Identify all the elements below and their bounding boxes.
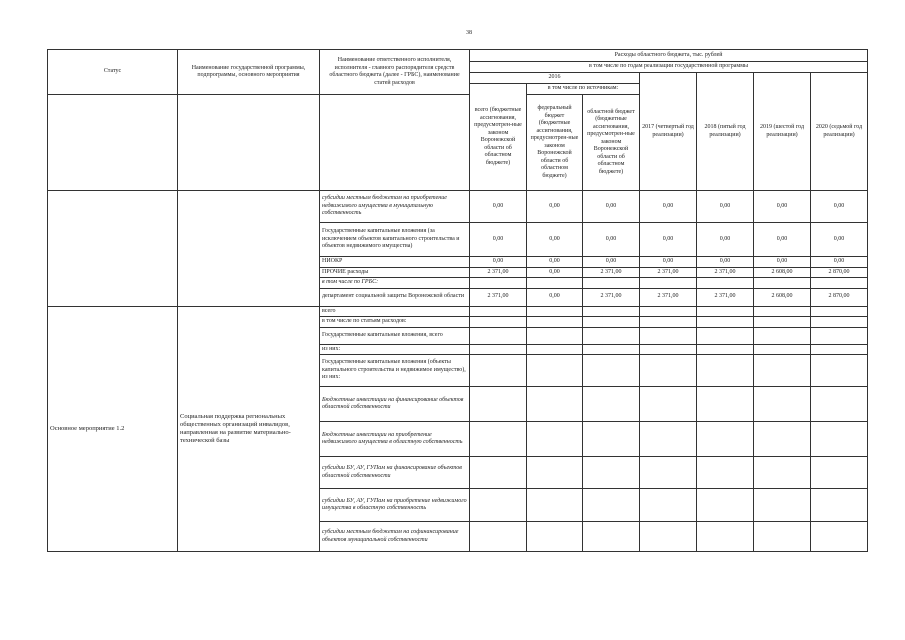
empty-cell [470,327,527,344]
row-value: 0,00 [527,288,583,306]
row-label: в том числе по ГРБС: [320,278,470,289]
row-value: 0,00 [470,257,527,268]
row-value: 0,00 [527,223,583,257]
event-name: Социальная поддержка региональных общественных организаций инвалидов, направленная на развитие материально-технической базы [178,306,320,552]
empty-cell [811,317,868,328]
empty-cell [583,306,640,317]
header-status: Статус [48,50,178,95]
row-value [470,278,527,289]
row-value: 2 608,00 [754,267,811,278]
row-value: 0,00 [470,223,527,257]
empty-cell [811,489,868,522]
row-label: субсидии местным бюджетам на софинансирование объектов муниципальной собственности [320,522,470,552]
row-value: 2 371,00 [640,267,697,278]
empty-cell [470,457,527,489]
header-program: Наименование государственной программы, подпрограммы, основного мероприятия [178,50,320,95]
row-label: Государственные капитальные вложения (объекты капитального строительства и недвижимое имущество), из них: [320,355,470,387]
row-label: субсидии БУ, АУ, ГУПам на финансирование объектов областной собственности [320,457,470,489]
row-value [811,278,868,289]
row-value: 2 371,00 [470,288,527,306]
row-label: Государственные капитальные вложения, всего [320,327,470,344]
empty-cell [527,317,583,328]
row-value: 0,00 [640,223,697,257]
empty-cell [640,355,697,387]
empty-cell [583,489,640,522]
row-value: 0,00 [811,223,868,257]
empty-cell [470,489,527,522]
header-by-sources: в том числе по источникам: [527,84,640,95]
table-row [48,306,868,317]
row-label: субсидии местным бюджетам на приобретение недвижимого имущества в муниципальную собственность [320,191,470,223]
empty-cell [527,344,583,355]
header-by-years: в том числе по годам реализации государственной программы [470,62,868,73]
row-value: 0,00 [754,257,811,268]
row-label: Бюджетные инвестиции на финансирование объектов областной собственности [320,387,470,422]
row-value: 0,00 [754,191,811,223]
empty-cell [583,355,640,387]
empty-cell [811,306,868,317]
row-value [640,278,697,289]
row-value: 0,00 [527,267,583,278]
table-row [48,267,868,278]
row-label: НИОКР [320,257,470,268]
table-row [48,257,868,268]
row-value: 0,00 [583,223,640,257]
row-value: 2 371,00 [470,267,527,278]
row-value: 0,00 [697,223,754,257]
empty-cell [811,522,868,552]
header-total: всего (бюджетные ассигнования, предусмотрен-ные законом Воронежской области об областном бюджете) [470,84,527,191]
row-value: 0,00 [583,257,640,268]
row-label: в том числе по статьям расходов: [320,317,470,328]
empty-cell [583,327,640,344]
row-label: Бюджетные инвестиции на приобретение недвижимого имущества в областную собственность [320,422,470,457]
empty-cell [583,387,640,422]
event-status: Основное мероприятие 1.2 [48,306,178,552]
header-2019: 2019 (шестой год реализации) [754,73,811,191]
empty-cell [583,317,640,328]
row-value: 0,00 [697,191,754,223]
budget-table [47,49,868,552]
empty-cell [811,422,868,457]
table-row [48,223,868,257]
empty-cell [640,489,697,522]
empty-cell [640,457,697,489]
empty-cell [583,422,640,457]
row-value: 2 371,00 [583,288,640,306]
empty-cell [811,344,868,355]
row-value: 2 371,00 [640,288,697,306]
row-label: департамент социальной защиты Воронежской области [320,288,470,306]
empty-cell [697,489,754,522]
empty-cell [640,522,697,552]
empty-cell [640,317,697,328]
row-value [583,278,640,289]
table-row [48,191,868,223]
empty-cell [754,522,811,552]
empty-cell [640,387,697,422]
page-number: 38 [466,30,472,36]
header-regional: областной бюджет (бюджетные ассигнования, предусмотрен-ные законом Воронежской области об областном бюджете) [583,95,640,191]
row-value: 0,00 [697,257,754,268]
table-header [48,50,868,191]
empty-cell [697,317,754,328]
header-2018: 2018 (пятый год реализации) [697,73,754,191]
header-federal: федеральный бюджет (бюджетные ассигнования, предусмотрен-ные законом Воронежской области об областном бюджете) [527,95,583,191]
empty-cell [640,306,697,317]
empty-cell [470,355,527,387]
empty-cell [811,457,868,489]
row-value: 0,00 [527,191,583,223]
row-label: субсидии БУ, АУ, ГУПам на приобретение недвижимого имущества в областную собственность [320,489,470,522]
empty-cell [697,457,754,489]
row-value [754,278,811,289]
row-value [527,278,583,289]
row-label: из них: [320,344,470,355]
empty-cell [470,317,527,328]
row-value: 0,00 [754,223,811,257]
empty-cell [811,355,868,387]
header-executor: Наименование ответственного исполнителя, исполнителя - главного распорядителя средств областного бюджета (далее - ГРБС), наименование статей расходов [320,50,470,95]
empty-cell [527,522,583,552]
empty-cell [470,387,527,422]
table-row [48,288,868,306]
row-value: 2 870,00 [811,267,868,278]
row-value: 2 870,00 [811,288,868,306]
empty-cell [470,344,527,355]
row-value [697,278,754,289]
empty-cell [470,522,527,552]
empty-cell [583,457,640,489]
empty-cell [527,327,583,344]
row-value: 2 371,00 [697,267,754,278]
empty-cell [754,327,811,344]
empty-cell [754,317,811,328]
row-label: Государственные капитальные вложения (за исключением объектов капитального строительства и объектов недвижимого имущества) [320,223,470,257]
row-value: 0,00 [640,191,697,223]
empty-cell [583,344,640,355]
empty-cell [640,327,697,344]
rows-top [48,191,868,307]
empty-cell [754,489,811,522]
empty-cell [754,344,811,355]
empty-cell [754,306,811,317]
empty-cell [811,327,868,344]
empty-cell [527,306,583,317]
header-year-2016: 2016 [470,73,640,84]
empty-cell [527,355,583,387]
table-row [48,278,868,289]
row-value: 0,00 [640,257,697,268]
header-expenses: Расходы областного бюджета, тыс. рублей [470,50,868,62]
row-value: 2 608,00 [754,288,811,306]
empty-cell [640,344,697,355]
empty-cell [697,355,754,387]
row-label: всего [320,306,470,317]
row-value: 2 371,00 [583,267,640,278]
row-label: ПРОЧИЕ расходы [320,267,470,278]
empty-cell [754,355,811,387]
empty-cell [811,387,868,422]
empty-cell [640,422,697,457]
empty-cell [754,422,811,457]
empty-cell [697,387,754,422]
row-value: 2 371,00 [697,288,754,306]
empty-cell [527,387,583,422]
empty-cell [697,422,754,457]
empty-cell [527,489,583,522]
empty-cell [754,387,811,422]
empty-cell [697,306,754,317]
rows-event [48,306,868,552]
header-2020: 2020 (седьмой год реализации) [811,73,868,191]
row-value: 0,00 [811,257,868,268]
empty-cell [583,522,640,552]
empty-cell [697,522,754,552]
row-value: 0,00 [470,191,527,223]
empty-cell [470,422,527,457]
row-value: 0,00 [527,257,583,268]
empty-cell [470,306,527,317]
row-value: 0,00 [811,191,868,223]
row-value: 0,00 [583,191,640,223]
empty-cell [527,422,583,457]
empty-cell [754,457,811,489]
empty-cell [697,327,754,344]
empty-cell [697,344,754,355]
empty-cell [527,457,583,489]
header-2017: 2017 (четвертый год реализации) [640,73,697,191]
